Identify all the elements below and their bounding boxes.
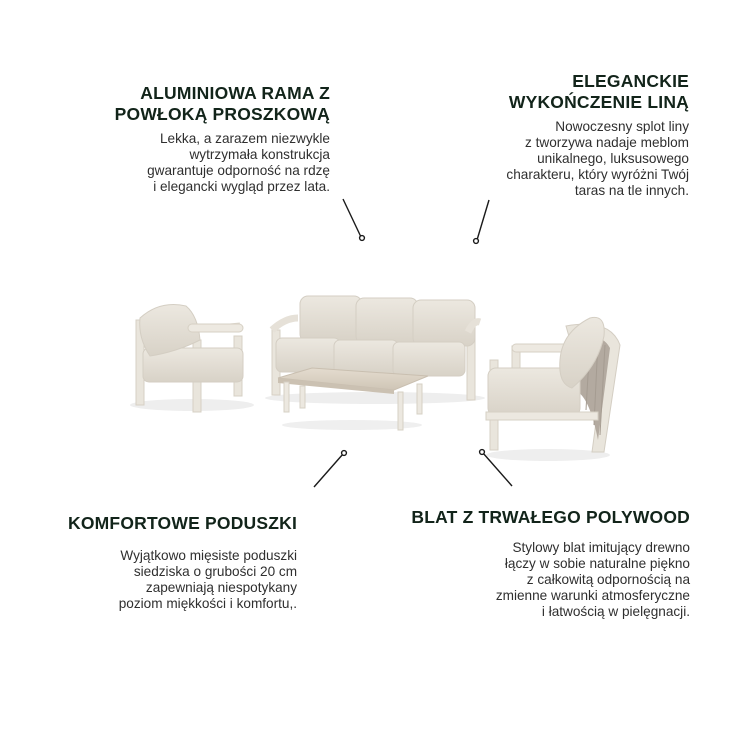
feature-tabletop-title [411, 507, 690, 528]
feature-tabletop-description [411, 540, 690, 620]
feature-frame [115, 83, 330, 195]
description-line: Lekka, a zarazem niezwykle [160, 131, 330, 146]
title-line: POWŁOKĄ PROSZKOWĄ [114, 104, 330, 124]
description-line: wytrzymała konstrukcja [189, 147, 330, 162]
description-line: unikalnego, luksusowego [537, 151, 689, 166]
description-line: charakteru, który wyróżni Twój [506, 167, 689, 182]
title-line: KOMFORTOWE PODUSZKI [68, 513, 298, 533]
description-line: Stylowy blat imitujący drewno [512, 540, 690, 555]
pointer-rope [474, 200, 489, 243]
description-line: i elegancki wygląd przez lata. [153, 179, 330, 194]
pointer-cushions [314, 451, 346, 487]
feature-tabletop [411, 507, 690, 620]
description-line: z tworzywa nadaje meblom [525, 135, 689, 150]
feature-rope-description [506, 119, 689, 199]
feature-rope [506, 71, 689, 199]
title-line: ELEGANCKIE [572, 71, 689, 91]
feature-rope-title [506, 71, 689, 113]
feature-cushions-description [68, 548, 297, 612]
feature-frame-title [115, 83, 330, 125]
description-line: zmienne warunki atmosferyczne [495, 588, 690, 603]
description-line: łączy w sobie naturalne piękno [504, 556, 690, 571]
description-line: i łatwością w pielęgnacji. [541, 604, 690, 619]
description-line: z całkowitą odpornością na [526, 572, 690, 587]
feature-frame-description [115, 131, 330, 195]
title-line: BLAT Z TRWAŁEGO POLYWOOD [411, 507, 690, 527]
description-line: zapewniają niespotykany [145, 580, 298, 595]
description-line: Nowoczesny splot liny [555, 119, 689, 134]
description-line: siedziska o grubości 20 cm [133, 564, 298, 579]
right-armchair [486, 317, 620, 461]
title-line: WYKOŃCZENIE LINĄ [508, 92, 689, 112]
pointer-frame [343, 199, 364, 240]
feature-cushions-title [68, 513, 297, 534]
feature-cushions [68, 513, 297, 612]
left-armchair [130, 305, 254, 413]
title-line: ALUMINIOWA RAMA Z [140, 83, 330, 103]
description-line: gwarantuje odporność na rdzę [147, 163, 330, 178]
description-line: taras na tle innych. [574, 183, 689, 198]
description-line: poziom miękkości i komfortu,. [118, 596, 298, 611]
description-line: Wyjątkowo mięsiste poduszki [120, 548, 298, 563]
